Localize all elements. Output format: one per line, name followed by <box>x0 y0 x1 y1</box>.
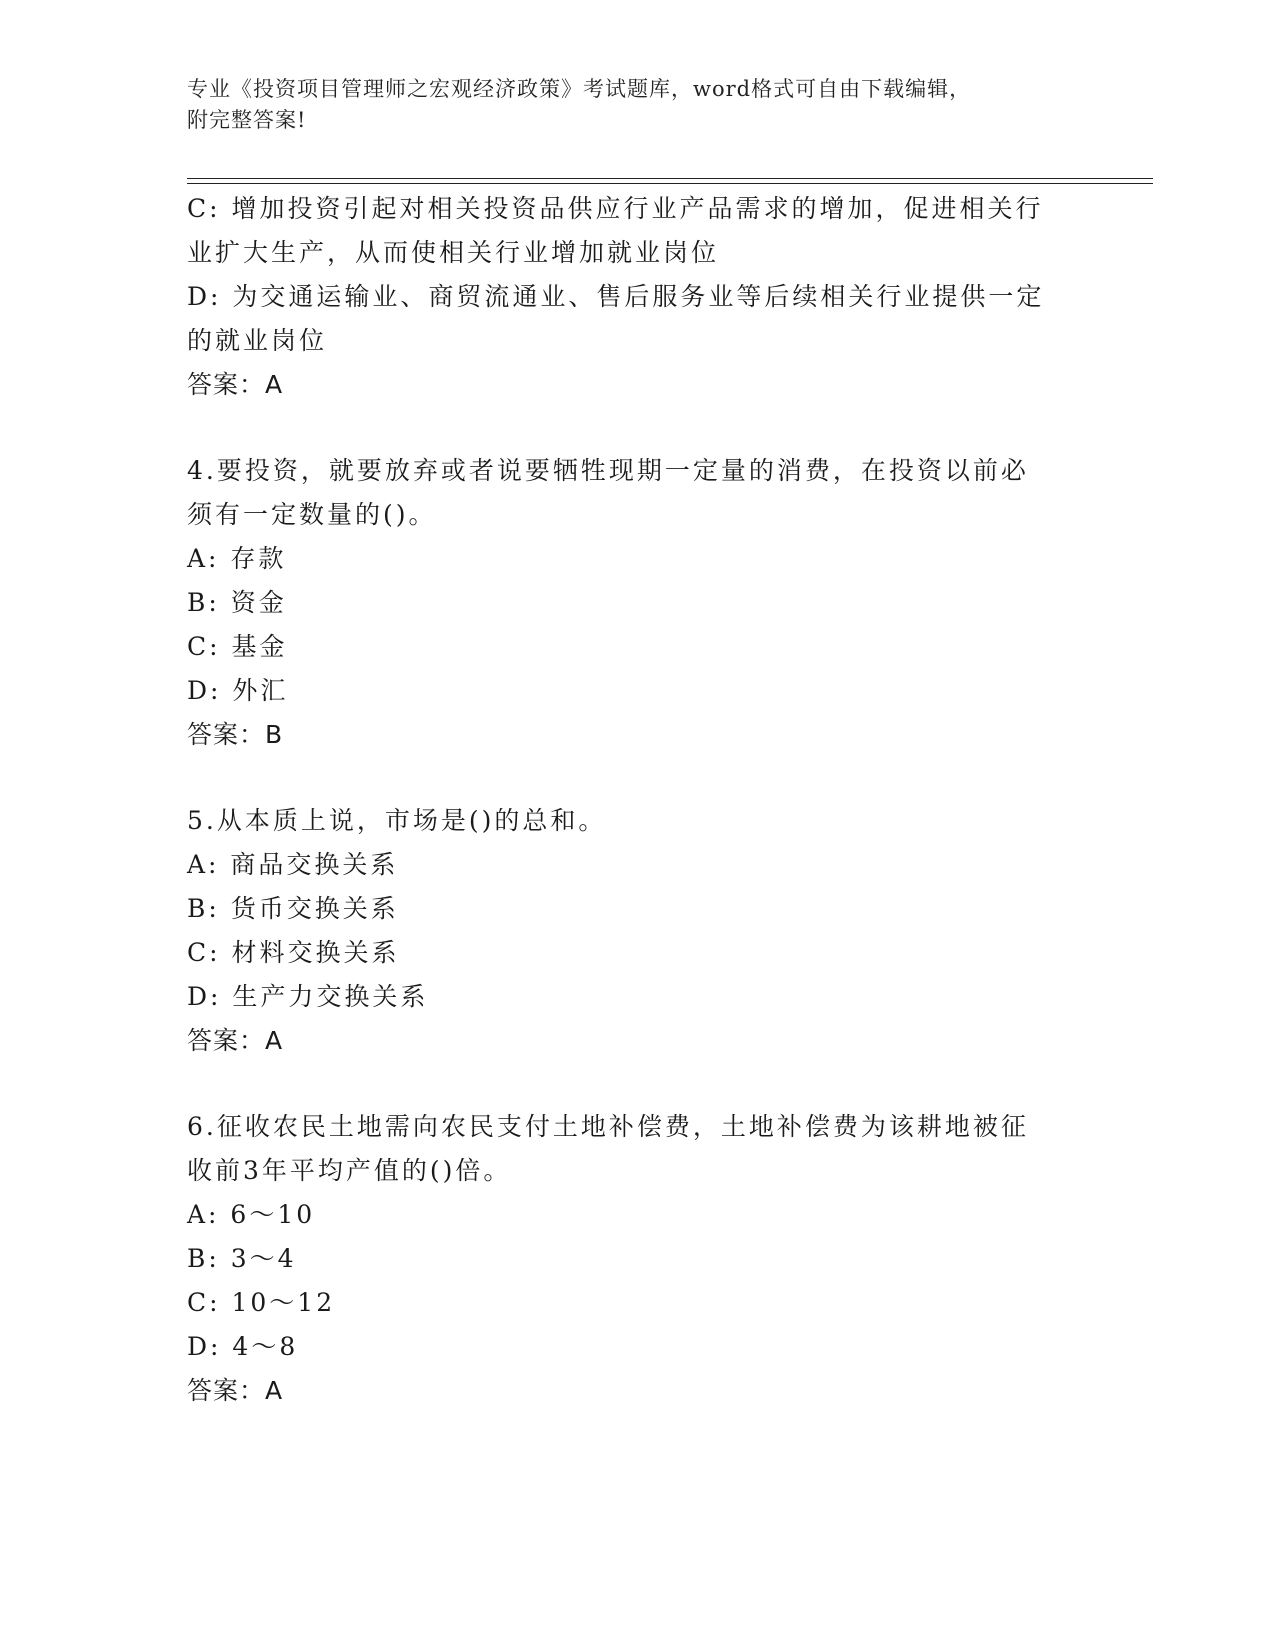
document-header <box>187 74 1067 136</box>
q4-option-a: A: 存款 <box>187 544 287 573</box>
q6-option-d: D: 4～8 <box>187 1332 299 1361</box>
header-rule-bottom <box>187 183 1153 184</box>
q6-option-c: C: 10～12 <box>187 1288 336 1317</box>
header-line-2: 附完整答案! <box>187 108 307 132</box>
q6-option-b: B: 3～4 <box>187 1244 297 1273</box>
q6-stem-line-1: 6.征收农民土地需向农民支付土地补偿费，土地补偿费为该耕地被征 <box>187 1112 1029 1141</box>
q5-option-c: C: 材料交换关系 <box>187 938 400 967</box>
q5-option-a: A: 商品交换关系 <box>187 850 399 879</box>
q6-stem-line-2: 收前3年平均产值的()倍。 <box>187 1156 512 1185</box>
q5-stem: 5.从本质上说，市场是()的总和。 <box>187 806 607 835</box>
q6-answer: 答案：A <box>187 1376 284 1405</box>
q4-answer: 答案：B <box>187 720 284 749</box>
q3-option-d-line-2: 的就业岗位 <box>187 326 328 355</box>
q5-option-d: D: 生产力交换关系 <box>187 982 429 1011</box>
q4-stem-line-1: 4.要投资，就要放弃或者说要牺牲现期一定量的消费，在投资以前必 <box>187 456 1029 485</box>
q4-option-b: B: 资金 <box>187 588 287 617</box>
q5-answer: 答案：A <box>187 1026 284 1055</box>
q3-option-c-line-1: C: 增加投资引起对相关投资品供应行业产品需求的增加，促进相关行 <box>187 194 1044 223</box>
q4-option-d: D: 外汇 <box>187 676 289 705</box>
q3-answer: 答案：A <box>187 370 284 399</box>
q3-option-d-line-1: D: 为交通运输业、商贸流通业、售后服务业等后续相关行业提供一定 <box>187 282 1045 311</box>
q4-stem-line-2: 须有一定数量的()。 <box>187 500 437 529</box>
q6-option-a: A: 6～10 <box>187 1200 316 1229</box>
q5-option-b: B: 货币交换关系 <box>187 894 399 923</box>
header-rule-top <box>187 178 1153 179</box>
q4-option-c: C: 基金 <box>187 632 288 661</box>
header-line-1: 专业《投资项目管理师之宏观经济政策》考试题库，word格式可自由下载编辑， <box>187 77 972 101</box>
q3-option-c-line-2: 业扩大生产，从而使相关行业增加就业岗位 <box>187 238 720 267</box>
